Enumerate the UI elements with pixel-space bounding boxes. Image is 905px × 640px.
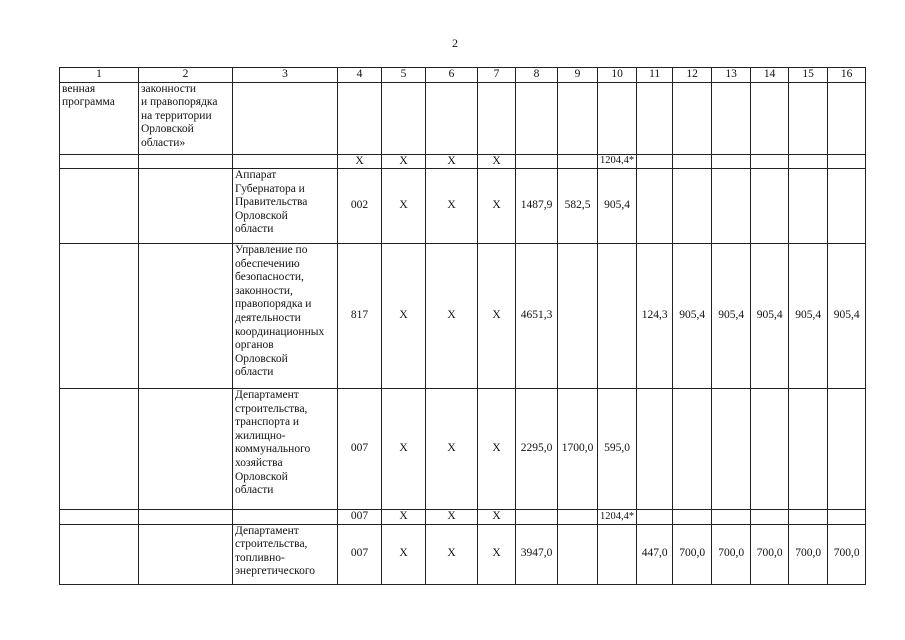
- table-cell: X: [478, 389, 516, 510]
- col-header: 6: [426, 68, 478, 83]
- col-header: 8: [516, 68, 558, 83]
- table-cell: X: [382, 169, 426, 244]
- table-cell: 700,0: [789, 524, 828, 584]
- org-name-cell: Управление по обеспечению безопасности, законности, правопорядка и деятельности координационных органов Орловской области: [233, 244, 338, 389]
- table-cell: 905,4: [789, 244, 828, 389]
- table-row: [60, 524, 866, 584]
- col-header: 12: [673, 68, 712, 83]
- table-cell: 905,4: [673, 244, 712, 389]
- table-cell: 700,0: [673, 524, 712, 584]
- table-cell: 007: [338, 389, 382, 510]
- table-cell: X: [478, 244, 516, 389]
- table-cell: 1700,0: [558, 389, 598, 510]
- col-header: 14: [751, 68, 789, 83]
- table-cell: X: [478, 510, 516, 525]
- table-cell: 700,0: [712, 524, 751, 584]
- table-cell: X: [426, 154, 478, 169]
- table-cell: X: [426, 389, 478, 510]
- table-cell: 905,4: [712, 244, 751, 389]
- table-row: [60, 169, 866, 244]
- col-header: 16: [828, 68, 866, 83]
- table-cell: 002: [338, 169, 382, 244]
- col-header: 10: [598, 68, 637, 83]
- col-header: 7: [478, 68, 516, 83]
- col-header: 1: [60, 68, 139, 83]
- table-cell: X: [478, 154, 516, 169]
- col-header: 2: [139, 68, 233, 83]
- col-header: 9: [558, 68, 598, 83]
- table-row: [60, 389, 866, 510]
- col-header: 3: [233, 68, 338, 83]
- table-cell: 700,0: [751, 524, 789, 584]
- budget-table: [59, 67, 866, 585]
- col-header: 4: [338, 68, 382, 83]
- table-cell: 447,0: [637, 524, 673, 584]
- table-cell: 3947,0: [516, 524, 558, 584]
- table-row: [60, 82, 866, 154]
- table-cell: X: [382, 244, 426, 389]
- table-cell: 124,3: [637, 244, 673, 389]
- col-header: 15: [789, 68, 828, 83]
- table-cell: 595,0: [598, 389, 637, 510]
- table-cell: 1204,4*: [598, 154, 637, 169]
- table-cell: X: [426, 524, 478, 584]
- table-cell: 4651,3: [516, 244, 558, 389]
- table-cell: X: [478, 524, 516, 584]
- table-cell: X: [426, 244, 478, 389]
- table-cell: X: [426, 510, 478, 525]
- table-cell: 905,4: [751, 244, 789, 389]
- table-cell: 905,4: [828, 244, 866, 389]
- table-cell: 817: [338, 244, 382, 389]
- table-cell: 007: [338, 524, 382, 584]
- table-cell: X: [382, 389, 426, 510]
- table-cell: X: [382, 154, 426, 169]
- col-header: 13: [712, 68, 751, 83]
- col-header: 11: [637, 68, 673, 83]
- table-cell: 2295,0: [516, 389, 558, 510]
- table-cell: X: [478, 169, 516, 244]
- table-cell: X: [338, 154, 382, 169]
- table-cell: X: [382, 524, 426, 584]
- table-cell: 905,4: [598, 169, 637, 244]
- org-name-cell: Аппарат Губернатора и Правительства Орловской области: [233, 169, 338, 244]
- table-cell: 582,5: [558, 169, 598, 244]
- page-number: 2: [452, 36, 458, 50]
- program-cell: венная программа: [60, 82, 139, 154]
- table-cell: 700,0: [828, 524, 866, 584]
- table-row: [60, 244, 866, 389]
- header-row: [60, 68, 866, 83]
- table-row: [60, 154, 866, 169]
- program-name-cell: законности и правопорядка на территории Орловской области»: [139, 82, 233, 154]
- table-cell: 1204,4*: [598, 510, 637, 525]
- org-name-cell: Департамент строительства, топливно- энергетического: [233, 524, 338, 584]
- table-cell: X: [426, 169, 478, 244]
- table-cell: X: [382, 510, 426, 525]
- table-cell: 1487,9: [516, 169, 558, 244]
- table-row: [60, 510, 866, 525]
- org-name-cell: Департамент строительства, транспорта и жилищно- коммунального хозяйства Орловской области: [233, 389, 338, 510]
- col-header: 5: [382, 68, 426, 83]
- table-cell: 007: [338, 510, 382, 525]
